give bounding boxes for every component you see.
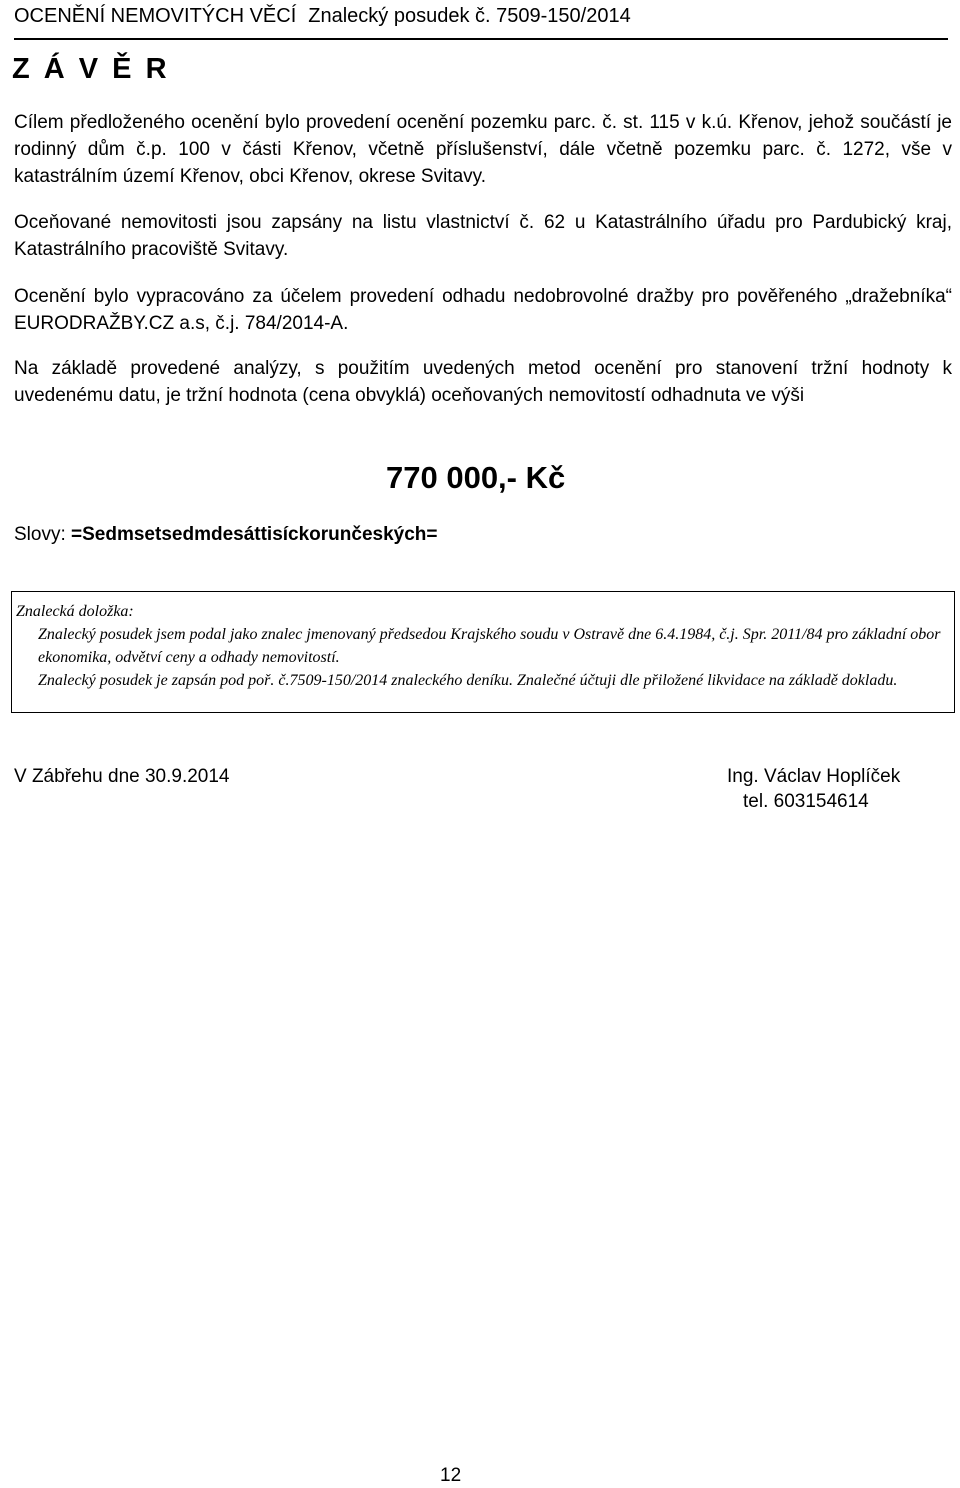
- value-in-words-text: =Sedmsetsedmdesáttisíckorunčeských=: [71, 524, 438, 545]
- header-left-text: OCENĚNÍ NEMOVITÝCH VĚCÍ: [14, 5, 297, 27]
- paragraph-valuation: Na základě provedené analýzy, s použitím uvedených metod ocenění pro stanovení tržní hodnoty k uvedenému datu, je tržní hodnota (cena obvyklá) oceňovaných nemovitostí odhadnuta ve výši: [14, 358, 952, 406]
- section-heading: Z Á V Ě R: [12, 53, 170, 85]
- page-header: [14, 4, 948, 40]
- expert-clause-title: Znalecká doložka:: [16, 603, 134, 620]
- value-in-words: [14, 521, 438, 548]
- header-right-text: Znalecký posudek č. 7509-150/2014: [308, 5, 631, 27]
- expert-clause-box: [11, 591, 955, 713]
- signature-phone: tel. 603154614: [743, 791, 869, 812]
- signature-name: Ing. Václav Hoplíček: [727, 766, 901, 787]
- paragraph-purpose: Cílem předloženého ocenění bylo provedení ocenění pozemku parc. č. st. 115 v k.ú. Křenov, jehož součástí je rodinný dům č.p. 100 v části Křenov, včetně příslušenství, dále včetně pozemku parc. č. 1272, vše v katastrálním území Křenov, obci Křenov, okrese Svitavy.: [14, 112, 952, 187]
- page-number: 12: [440, 1465, 462, 1486]
- expert-clause-appointment: Znalecký posudek jsem podal jako znalec jmenovaný předsedou Krajského soudu v Ostravě dne 6.4.1984, č.j. Spr. 2011/84 pro základní obor ekonomika, odvětví ceny a odhady nemovitostí.: [38, 626, 941, 666]
- expert-clause-registry: Znalecký posudek je zapsán pod poř. č.7509-150/2014 znaleckého deníku. Znalečné účtuji dle přiložené likvidace na základě dokladu.: [38, 672, 898, 689]
- paragraph-registry: Oceňované nemovitosti jsou zapsány na listu vlastnictví č. 62 u Katastrálního úřadu pro Pardubický kraj, Katastrálního pracoviště Svitavy.: [14, 212, 952, 260]
- market-value: 770 000,- Kč: [386, 460, 566, 495]
- paragraph-auction: Ocenění bylo vypracováno za účelem provedení odhadu nedobrovolné dražby pro pověřeného „dražebníka“ EURODRAŽBY.CZ a.s, č.j. 784/2014-A.: [14, 286, 952, 334]
- value-in-words-label: Slovy:: [14, 524, 72, 545]
- signature-place-date: V Zábřehu dne 30.9.2014: [14, 766, 230, 787]
